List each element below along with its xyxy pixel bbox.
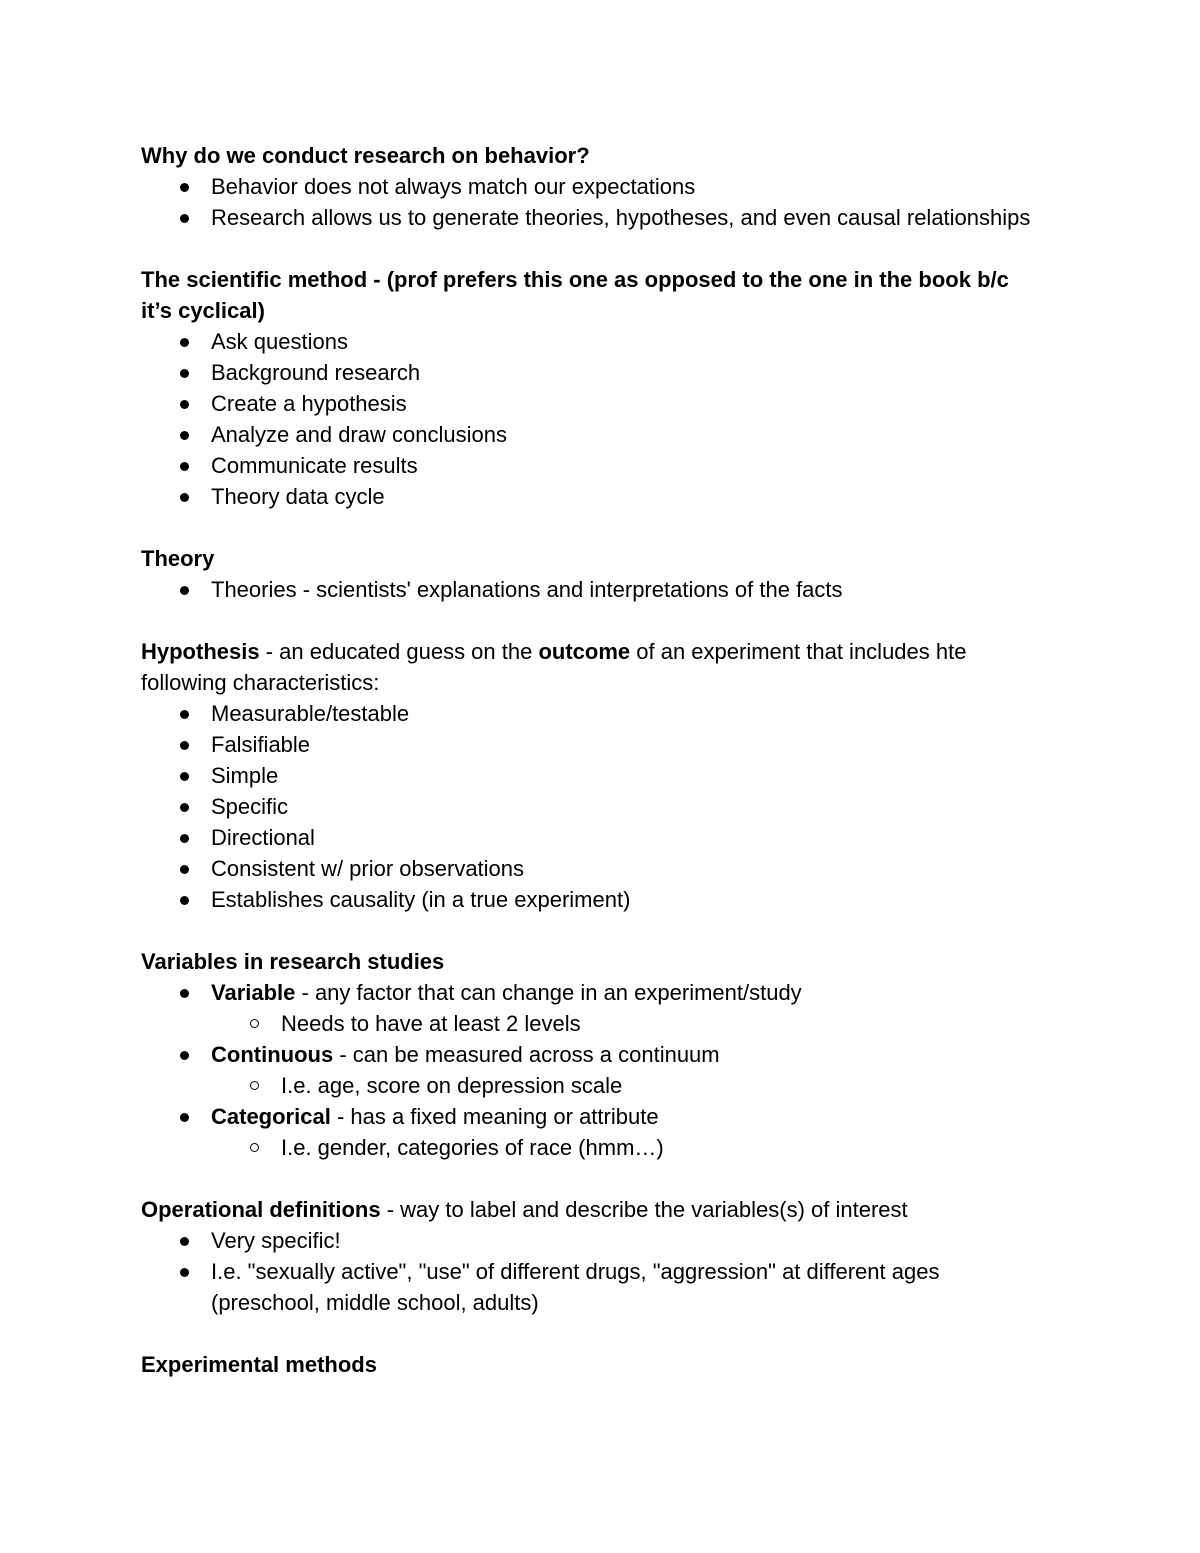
bullet-list xyxy=(141,171,1041,233)
bullet-icon xyxy=(180,586,189,595)
bullet-icon xyxy=(180,493,189,502)
bullet-icon xyxy=(180,1051,189,1060)
sub-list xyxy=(211,1132,1041,1163)
bullet-list xyxy=(141,977,1041,1163)
list-item: Behavior does not always match our expectations xyxy=(141,171,1041,202)
list-item: Measurable/testable xyxy=(141,698,1041,729)
bullet-icon xyxy=(180,369,189,378)
bullet-list xyxy=(141,574,1041,605)
section-operational-definitions xyxy=(141,1194,1041,1318)
section-why-research xyxy=(141,140,1041,233)
list-item: Establishes causality (in a true experiment) xyxy=(141,884,1041,915)
list-item: Analyze and draw conclusions xyxy=(141,419,1041,450)
sub-list-item: I.e. age, score on depression scale xyxy=(211,1070,1041,1101)
list-item: Variable - any factor that can change in an experiment/study Needs to have at least 2 levels xyxy=(141,977,1041,1039)
section-heading: Why do we conduct research on behavior? xyxy=(141,143,590,168)
hollow-bullet-icon xyxy=(250,1081,259,1090)
section-variables xyxy=(141,946,1041,1163)
bullet-icon xyxy=(180,896,189,905)
section-heading: Variables in research studies xyxy=(141,949,445,974)
bullet-icon xyxy=(180,865,189,874)
list-item: Ask questions xyxy=(141,326,1041,357)
hollow-bullet-icon xyxy=(250,1019,259,1028)
list-item: Specific xyxy=(141,791,1041,822)
bullet-icon xyxy=(180,338,189,347)
bullet-icon xyxy=(180,989,189,998)
section-heading: Theory xyxy=(141,546,215,571)
bullet-list xyxy=(141,1225,1041,1318)
bullet-icon xyxy=(180,183,189,192)
list-item: Consistent w/ prior observations xyxy=(141,853,1041,884)
list-item: Continuous - can be measured across a continuum I.e. age, score on depression scale xyxy=(141,1039,1041,1101)
bullet-icon xyxy=(180,741,189,750)
list-item: Communicate results xyxy=(141,450,1041,481)
sub-list xyxy=(211,1070,1041,1101)
bullet-icon xyxy=(180,772,189,781)
list-item: Falsifiable xyxy=(141,729,1041,760)
bullet-icon xyxy=(180,462,189,471)
bullet-icon xyxy=(180,803,189,812)
sub-list xyxy=(211,1008,1041,1039)
list-item: Research allows us to generate theories, hypotheses, and even causal relationships xyxy=(141,202,1041,233)
bullet-icon xyxy=(180,431,189,440)
list-item: Theory data cycle xyxy=(141,481,1041,512)
bullet-icon xyxy=(180,214,189,223)
document-page xyxy=(141,140,1041,1411)
list-item: Simple xyxy=(141,760,1041,791)
bullet-list xyxy=(141,326,1041,512)
bullet-icon xyxy=(180,834,189,843)
list-item: Categorical - has a fixed meaning or attribute I.e. gender, categories of race (hmm…) xyxy=(141,1101,1041,1163)
sub-list-item: Needs to have at least 2 levels xyxy=(211,1008,1041,1039)
section-heading: Experimental methods xyxy=(141,1352,377,1377)
list-item: Theories - scientists' explanations and interpretations of the facts xyxy=(141,574,1041,605)
term-operational-definitions: Operational definitions xyxy=(141,1197,381,1222)
bullet-icon xyxy=(180,710,189,719)
list-item: Create a hypothesis xyxy=(141,388,1041,419)
list-item: I.e. "sexually active", "use" of different drugs, "aggression" at different ages (preschool, middle school, adults) xyxy=(141,1256,1041,1318)
section-experimental-methods xyxy=(141,1349,1041,1380)
list-item: Background research xyxy=(141,357,1041,388)
hollow-bullet-icon xyxy=(250,1143,259,1152)
term-hypothesis: Hypothesis xyxy=(141,639,260,664)
list-item: Directional xyxy=(141,822,1041,853)
section-hypothesis xyxy=(141,636,1041,915)
section-intro: Operational definitions - way to label and describe the variables(s) of interest xyxy=(141,1197,908,1222)
sub-list-item: I.e. gender, categories of race (hmm…) xyxy=(211,1132,1041,1163)
list-item: Very specific! xyxy=(141,1225,1041,1256)
term-outcome: outcome xyxy=(538,639,631,664)
section-scientific-method xyxy=(141,264,1041,512)
bullet-list xyxy=(141,698,1041,915)
bullet-icon xyxy=(180,400,189,409)
bullet-icon xyxy=(180,1268,189,1277)
section-heading: The scientific method - (prof prefers this one as opposed to the one in the book b/c it’s cyclical) xyxy=(141,267,1009,323)
section-theory xyxy=(141,543,1041,605)
section-intro: Hypothesis - an educated guess on the outcome of an experiment that includes hte following characteristics: xyxy=(141,639,967,695)
bullet-icon xyxy=(180,1113,189,1122)
bullet-icon xyxy=(180,1237,189,1246)
